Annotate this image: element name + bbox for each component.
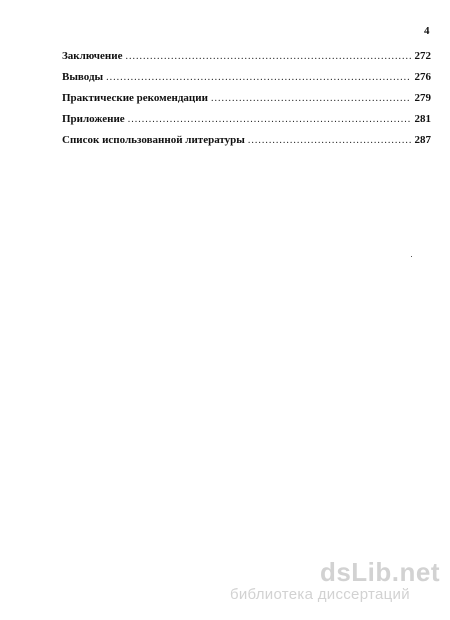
toc-entry-label: Список использованной литературы (62, 134, 245, 146)
toc-entry-findings (62, 71, 431, 92)
toc-entry-conclusion (62, 50, 431, 71)
toc-entry-label: Практические рекомендации (62, 92, 208, 104)
watermark (230, 558, 440, 604)
page-number: 4 (424, 25, 430, 37)
dot-leader (128, 114, 411, 125)
dot-leader (248, 135, 411, 146)
toc-entry-label: Выводы (62, 71, 104, 83)
dot-leader (106, 72, 410, 83)
dot-leader (211, 93, 411, 104)
dot-leader (125, 51, 410, 62)
toc-entry-page: 276 (414, 71, 431, 83)
toc-entry-page: 281 (414, 113, 431, 125)
toc-entry-page: 279 (414, 92, 431, 104)
toc-entry-references (62, 134, 431, 155)
table-of-contents (62, 50, 431, 155)
toc-entry-appendix (62, 113, 431, 134)
toc-entry-page: 272 (414, 50, 431, 62)
toc-entry-recommendations (62, 92, 431, 113)
watermark-subtitle: библиотека диссертаций (229, 586, 410, 603)
toc-entry-label: Приложение (62, 113, 125, 125)
toc-entry-label: Заключение (62, 50, 123, 62)
scan-speck (411, 256, 412, 257)
toc-entry-page: 287 (414, 134, 431, 146)
watermark-brand: dsLib.net (319, 557, 440, 587)
